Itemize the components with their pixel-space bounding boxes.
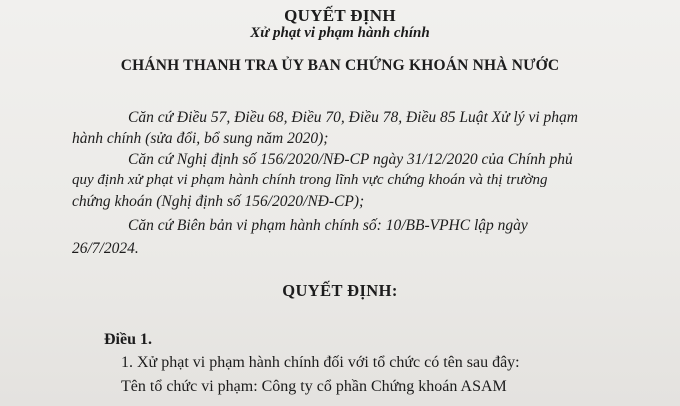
basis-2-line-1: Căn cứ Nghị định số 156/2020/NĐ-CP ngày 31/12/2020 của Chính phủ <box>128 151 573 168</box>
basis-1-line-2: hành chính (sửa đổi, bổ sung năm 2020); <box>72 130 329 147</box>
issuer-heading: CHÁNH THANH TRA ỦY BAN CHỨNG KHOÁN NHÀ NƯỚC <box>120 57 560 74</box>
basis-3-line-2: 26/7/2024. <box>72 240 139 257</box>
document-subtitle: Xử phạt vi phạm hành chính <box>250 25 430 41</box>
basis-1-line-1: Căn cứ Điều 57, Điều 68, Điều 70, Điều 78, Điều 85 Luật Xử lý vi phạm <box>128 109 578 126</box>
basis-2-line-2: quy định xử phạt vi phạm hành chính trong lĩnh vực chứng khoán và thị trường <box>72 172 548 188</box>
article-1-item-1: 1. Xử phạt vi phạm hành chính đối với tổ chức có tên sau đây: <box>121 354 520 371</box>
violating-organization-line: Tên tổ chức vi phạm: Công ty cổ phần Chứng khoán ASAM <box>121 378 507 395</box>
basis-2-line-3: chứng khoán (Nghị định số 156/2020/NĐ-CP); <box>72 193 365 210</box>
article-1-label: Điều 1. <box>104 331 152 348</box>
document-title: QUYẾT ĐỊNH <box>284 6 396 25</box>
basis-3-line-1: Căn cứ Biên bản vi phạm hành chính số: 10/BB-VPHC lập ngày <box>128 217 528 234</box>
decision-heading: QUYẾT ĐỊNH: <box>282 281 398 300</box>
